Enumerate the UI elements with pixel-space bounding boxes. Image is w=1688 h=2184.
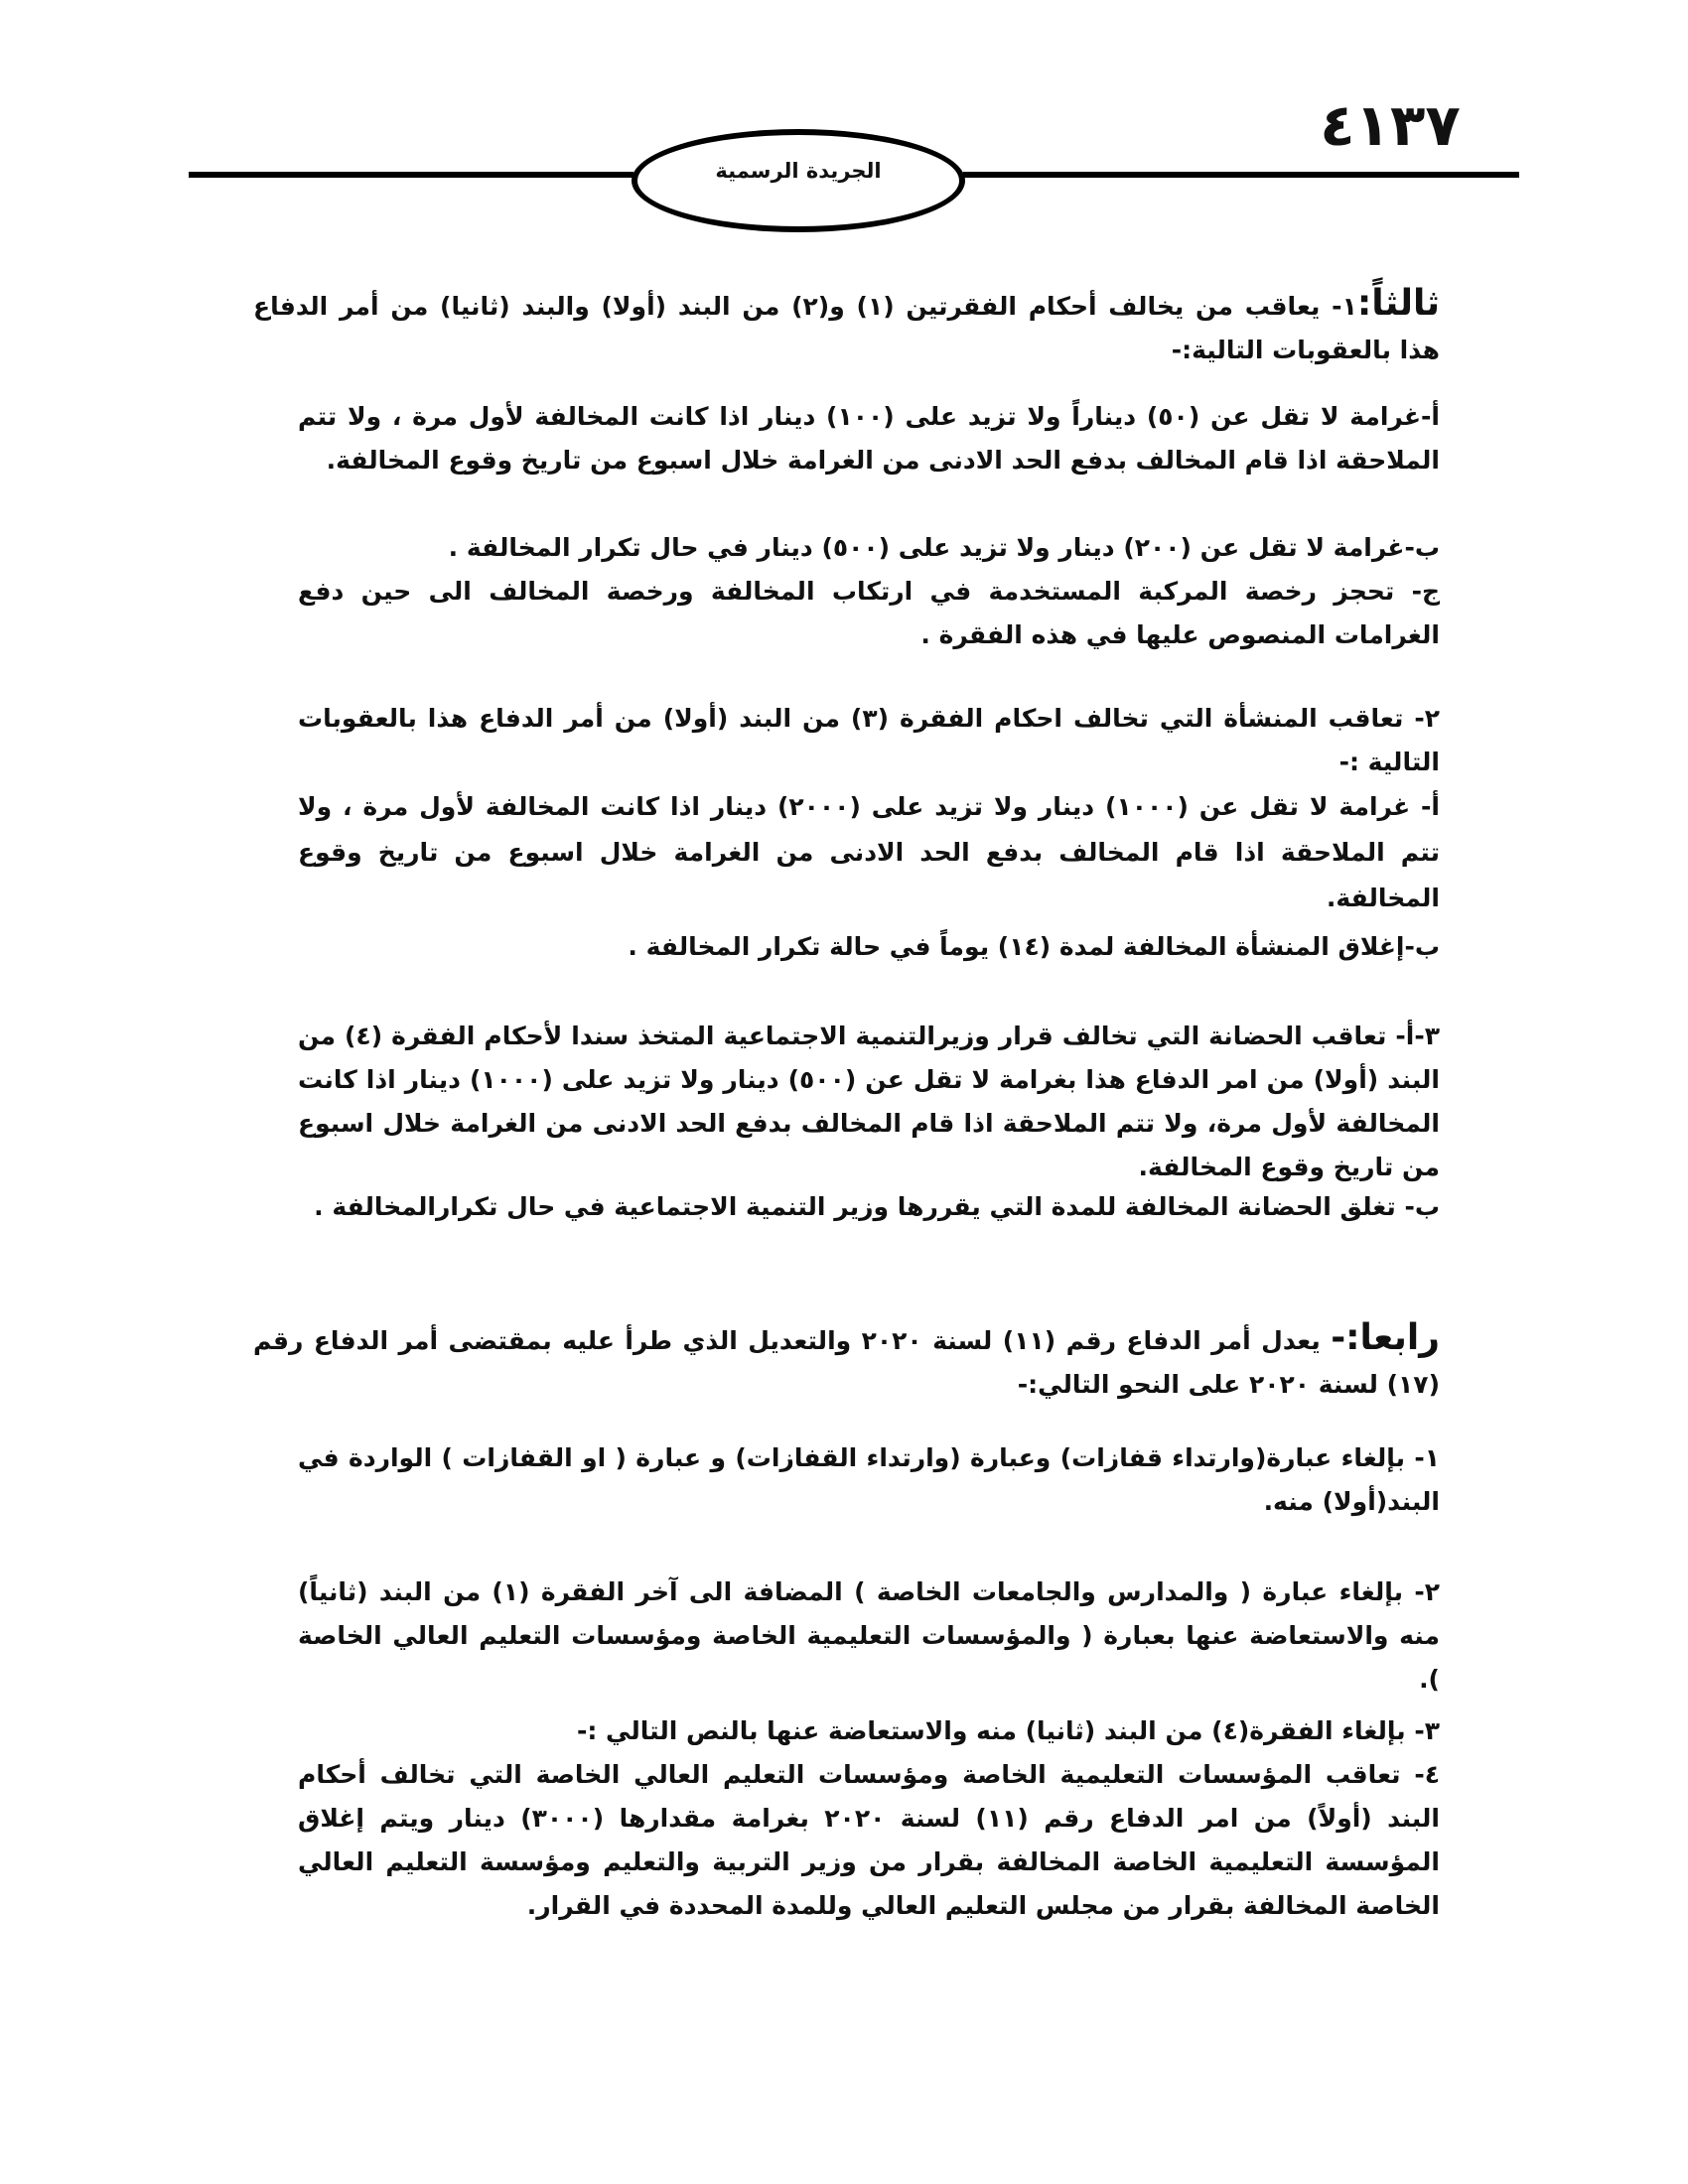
section3-clause1-a: أ-غرامة لا تقل عن (٥٠) ديناراً ولا تزيد على (١٠٠) دينار اذا كانت المخالفة لأول مرة ، ولا تتم الملاحقة اذا قام المخالف بدفع الحد الادنى من الغرامة خلال اسبوع من تاريخ وقوع المخالفة.	[298, 402, 1441, 475]
gazette-title-oval	[632, 129, 965, 232]
page-number: ٤١٣٧	[1320, 91, 1461, 159]
section4-item2: ٢- بإلغاء عبارة ( والمدارس والجامعات الخاصة ) المضافة الى آخر الفقرة (١) من البند (ثانياً) منه والاستعاضة عنها بعبارة ( والمؤسسات التعليمية الخاصة ومؤسسات التعليم العالي الخاصة ).	[298, 1577, 1440, 1694]
section4-intro-text: يعدل أمر الدفاع رقم (١١) لسنة ٢٠٢٠ والتعديل الذي طرأ عليه بمقتضى أمر الدفاع رقم (١٧) لسنة ٢٠٢٠ على النحو التالي:-	[253, 1326, 1440, 1399]
section3-clause1-c: ج- تحجز رخصة المركبة المستخدمة في ارتكاب المخالفة ورخصة المخالف الى حين دفع الغرامات المنصوص عليها في هذه الفقرة .	[298, 577, 1440, 649]
section3-lead: ثالثاً:	[1356, 283, 1440, 324]
section4-lead: رابعا:-	[1331, 1317, 1440, 1358]
header-rule-right	[963, 172, 1519, 178]
header-rule-left	[189, 172, 633, 178]
section3-clause2-intro: ٢- تعاقب المنشأة التي تخالف احكام الفقرة (٣) من البند (أولا) من أمر الدفاع هذا بالعقوبات التالية :-	[298, 704, 1440, 776]
gazette-title: الجريدة الرسمية	[715, 159, 882, 183]
section3-clause1-b: ب-غرامة لا تقل عن (٢٠٠) دينار ولا تزيد على (٥٠٠) دينار في حال تكرار المخالفة .	[448, 533, 1440, 562]
section4-item3-text: ٤- تعاقب المؤسسات التعليمية الخاصة ومؤسسات التعليم العالي الخاصة التي تخالف أحكام البند (أولاً) من امر الدفاع رقم (١١) لسنة ٢٠٢٠ بغرامة مقدارها (٣٠٠٠) دينار ويتم إغلاق المؤسسة التعليمية الخاصة المخالفة بقرار من وزير التربية والتعليم ومؤسسة التعليم العالي الخاصة المخالفة بقرار من مجلس التعليم العالي وللمدة المحددة في القرار.	[298, 1760, 1440, 1920]
section4-intro	[253, 1316, 1440, 1407]
section3-clause3-b: ب- تغلق الحضانة المخالفة للمدة التي يقررها وزير التنمية الاجتماعية في حال تكرارالمخالفة .	[314, 1192, 1440, 1221]
section4-item1: ١- بإلغاء عبارة(وارتداء قفازات) وعبارة (وارتداء القفازات) و عبارة ( او القفازات ) الواردة في البند(أولا) منه.	[298, 1443, 1440, 1516]
section3-clause2-b: ب-إغلاق المنشأة المخالفة لمدة (١٤) يوماً في حالة تكرار المخالفة .	[628, 932, 1440, 961]
section4-item3: ٣- بإلغاء الفقرة(٤) من البند (ثانيا) منه والاستعاضة عنها بالنص التالي :-	[576, 1716, 1440, 1745]
section3-clause2-a: أ- غرامة لا تقل عن (١٠٠٠) دينار ولا تزيد على (٢٠٠٠) دينار اذا كانت المخالفة لأول مرة ، ولا تتم الملاحقة اذا قام المخالف بدفع الحد الادنى من الغرامة خلال اسبوع من تاريخ وقوع المخالفة.	[298, 792, 1441, 912]
section3-clause1-text: ١- يعاقب من يخالف أحكام الفقرتين (١) و(٢) من البند (أولا) والبند (ثانيا) من أمر الدفاع هذا بالعقوبات التالية:-	[253, 292, 1440, 364]
section3-clause1-intro	[253, 282, 1440, 372]
section3-clause3-a: ٣-أ- تعاقب الحضانة التي تخالف قرار وزيرالتنمية الاجتماعية المتخذ سندا لأحكام الفقرة (٤) من البند (أولا) من امر الدفاع هذا بغرامة لا تقل عن (٥٠٠) دينار ولا تزيد على (١٠٠٠) دينار اذا كانت المخالفة لأول مرة، ولا تتم الملاحقة اذا قام المخالف بدفع الحد الادنى من الغرامة خلال اسبوع من تاريخ وقوع المخالفة.	[298, 1022, 1441, 1181]
